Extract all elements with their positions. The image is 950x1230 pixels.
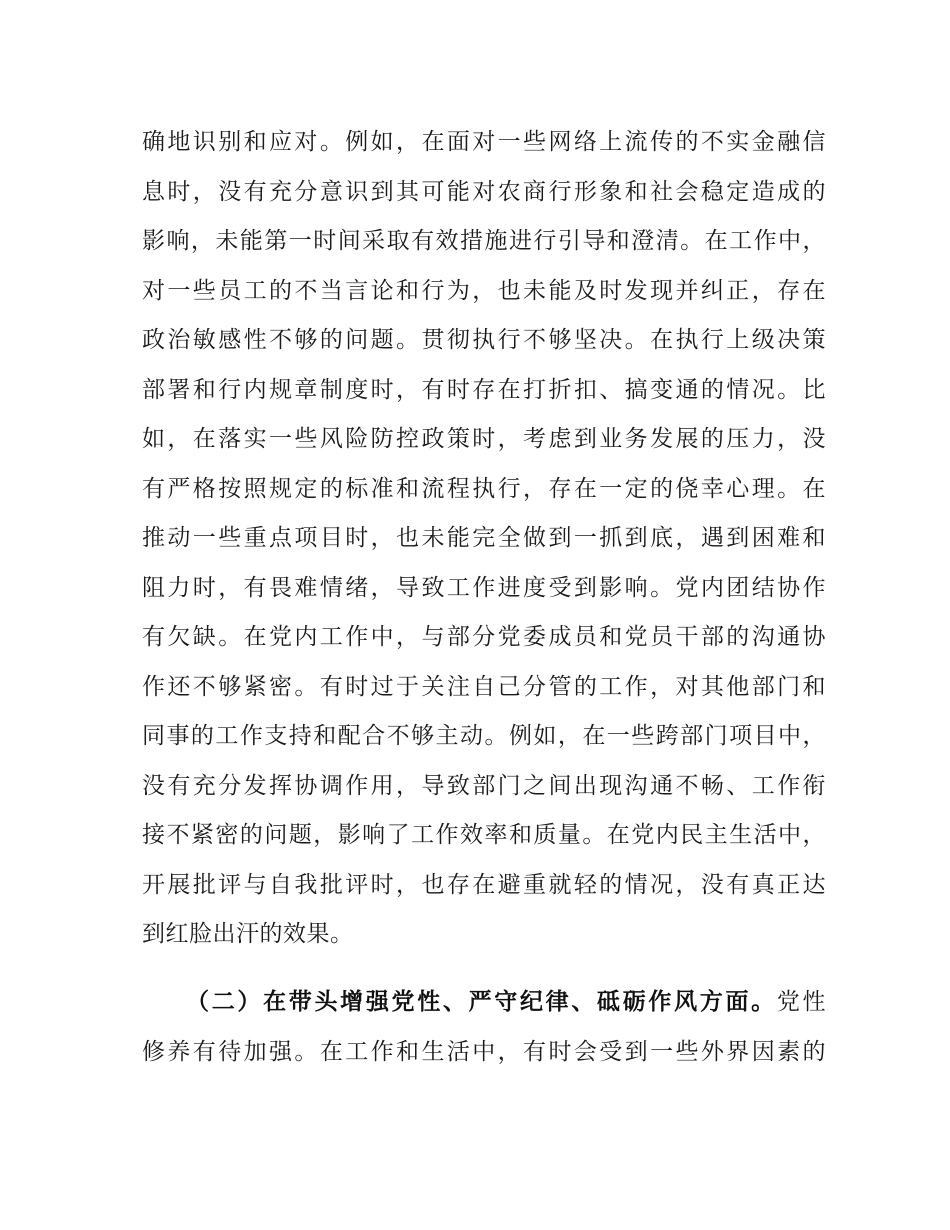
text-line: 有严格按照规定的标准和流程执行，存在一定的侥幸心理。在 xyxy=(142,475,826,502)
text-line: 开展批评与自我批评时，也存在避重就轻的情况，没有真正达 xyxy=(142,871,826,898)
text-line: 有欠缺。在党内工作中，与部分党委成员和党员干部的沟通协 xyxy=(142,624,826,650)
text-line: 推动一些重点项目时，也未能完全做到一抓到底，遇到困难和 xyxy=(142,525,826,551)
text-line: 同事的工作支持和配合不够主动。例如，在一些跨部门项目中， xyxy=(142,723,826,749)
text-line: 确地识别和应对。例如，在面对一些网络上流传的不实金融信 xyxy=(142,129,826,155)
text-line: 政治敏感性不够的问题。贯彻执行不够坚决。在执行上级决策 xyxy=(142,327,826,353)
text-line: 没有充分发挥协调作用，导致部门之间出现沟通不畅、工作衔 xyxy=(142,772,826,799)
text-line: 部署和行内规章制度时，有时存在打折扣、搞变通的情况。比 xyxy=(142,376,826,403)
text-line: 息时，没有充分意识到其可能对农商行形象和社会稳定造成的 xyxy=(142,178,826,205)
text-line: 修养有待加强。在工作和生活中，有时会受到一些外界因素的 xyxy=(142,1038,826,1065)
section-two xyxy=(142,978,826,1077)
text-line: 如，在落实一些风险防控政策时，考虑到业务发展的压力，没 xyxy=(142,426,826,452)
text-line: 影响，未能第一时间采取有效措施进行引导和澄清。在工作中， xyxy=(142,228,826,254)
text-line: 接不紧密的问题，影响了工作效率和质量。在党内民主生活中， xyxy=(142,822,826,848)
text-line: 对一些员工的不当言论和行为，也未能及时发现并纠正，存在 xyxy=(142,277,826,304)
text-line: 到红脸出汗的效果。 xyxy=(142,921,354,947)
paragraph-body xyxy=(142,118,826,960)
section-first-line xyxy=(142,978,826,1028)
section-first-line-rest: 党性 xyxy=(776,989,826,1015)
section-heading: （二）在带头增强党性、严守纪律、砥砺作风方面。 xyxy=(186,989,777,1015)
text-line: 作还不够紧密。有时过于关注自己分管的工作，对其他部门和 xyxy=(142,673,826,700)
text-line: 阻力时，有畏难情绪，导致工作进度受到影响。党内团结协作 xyxy=(142,574,826,601)
